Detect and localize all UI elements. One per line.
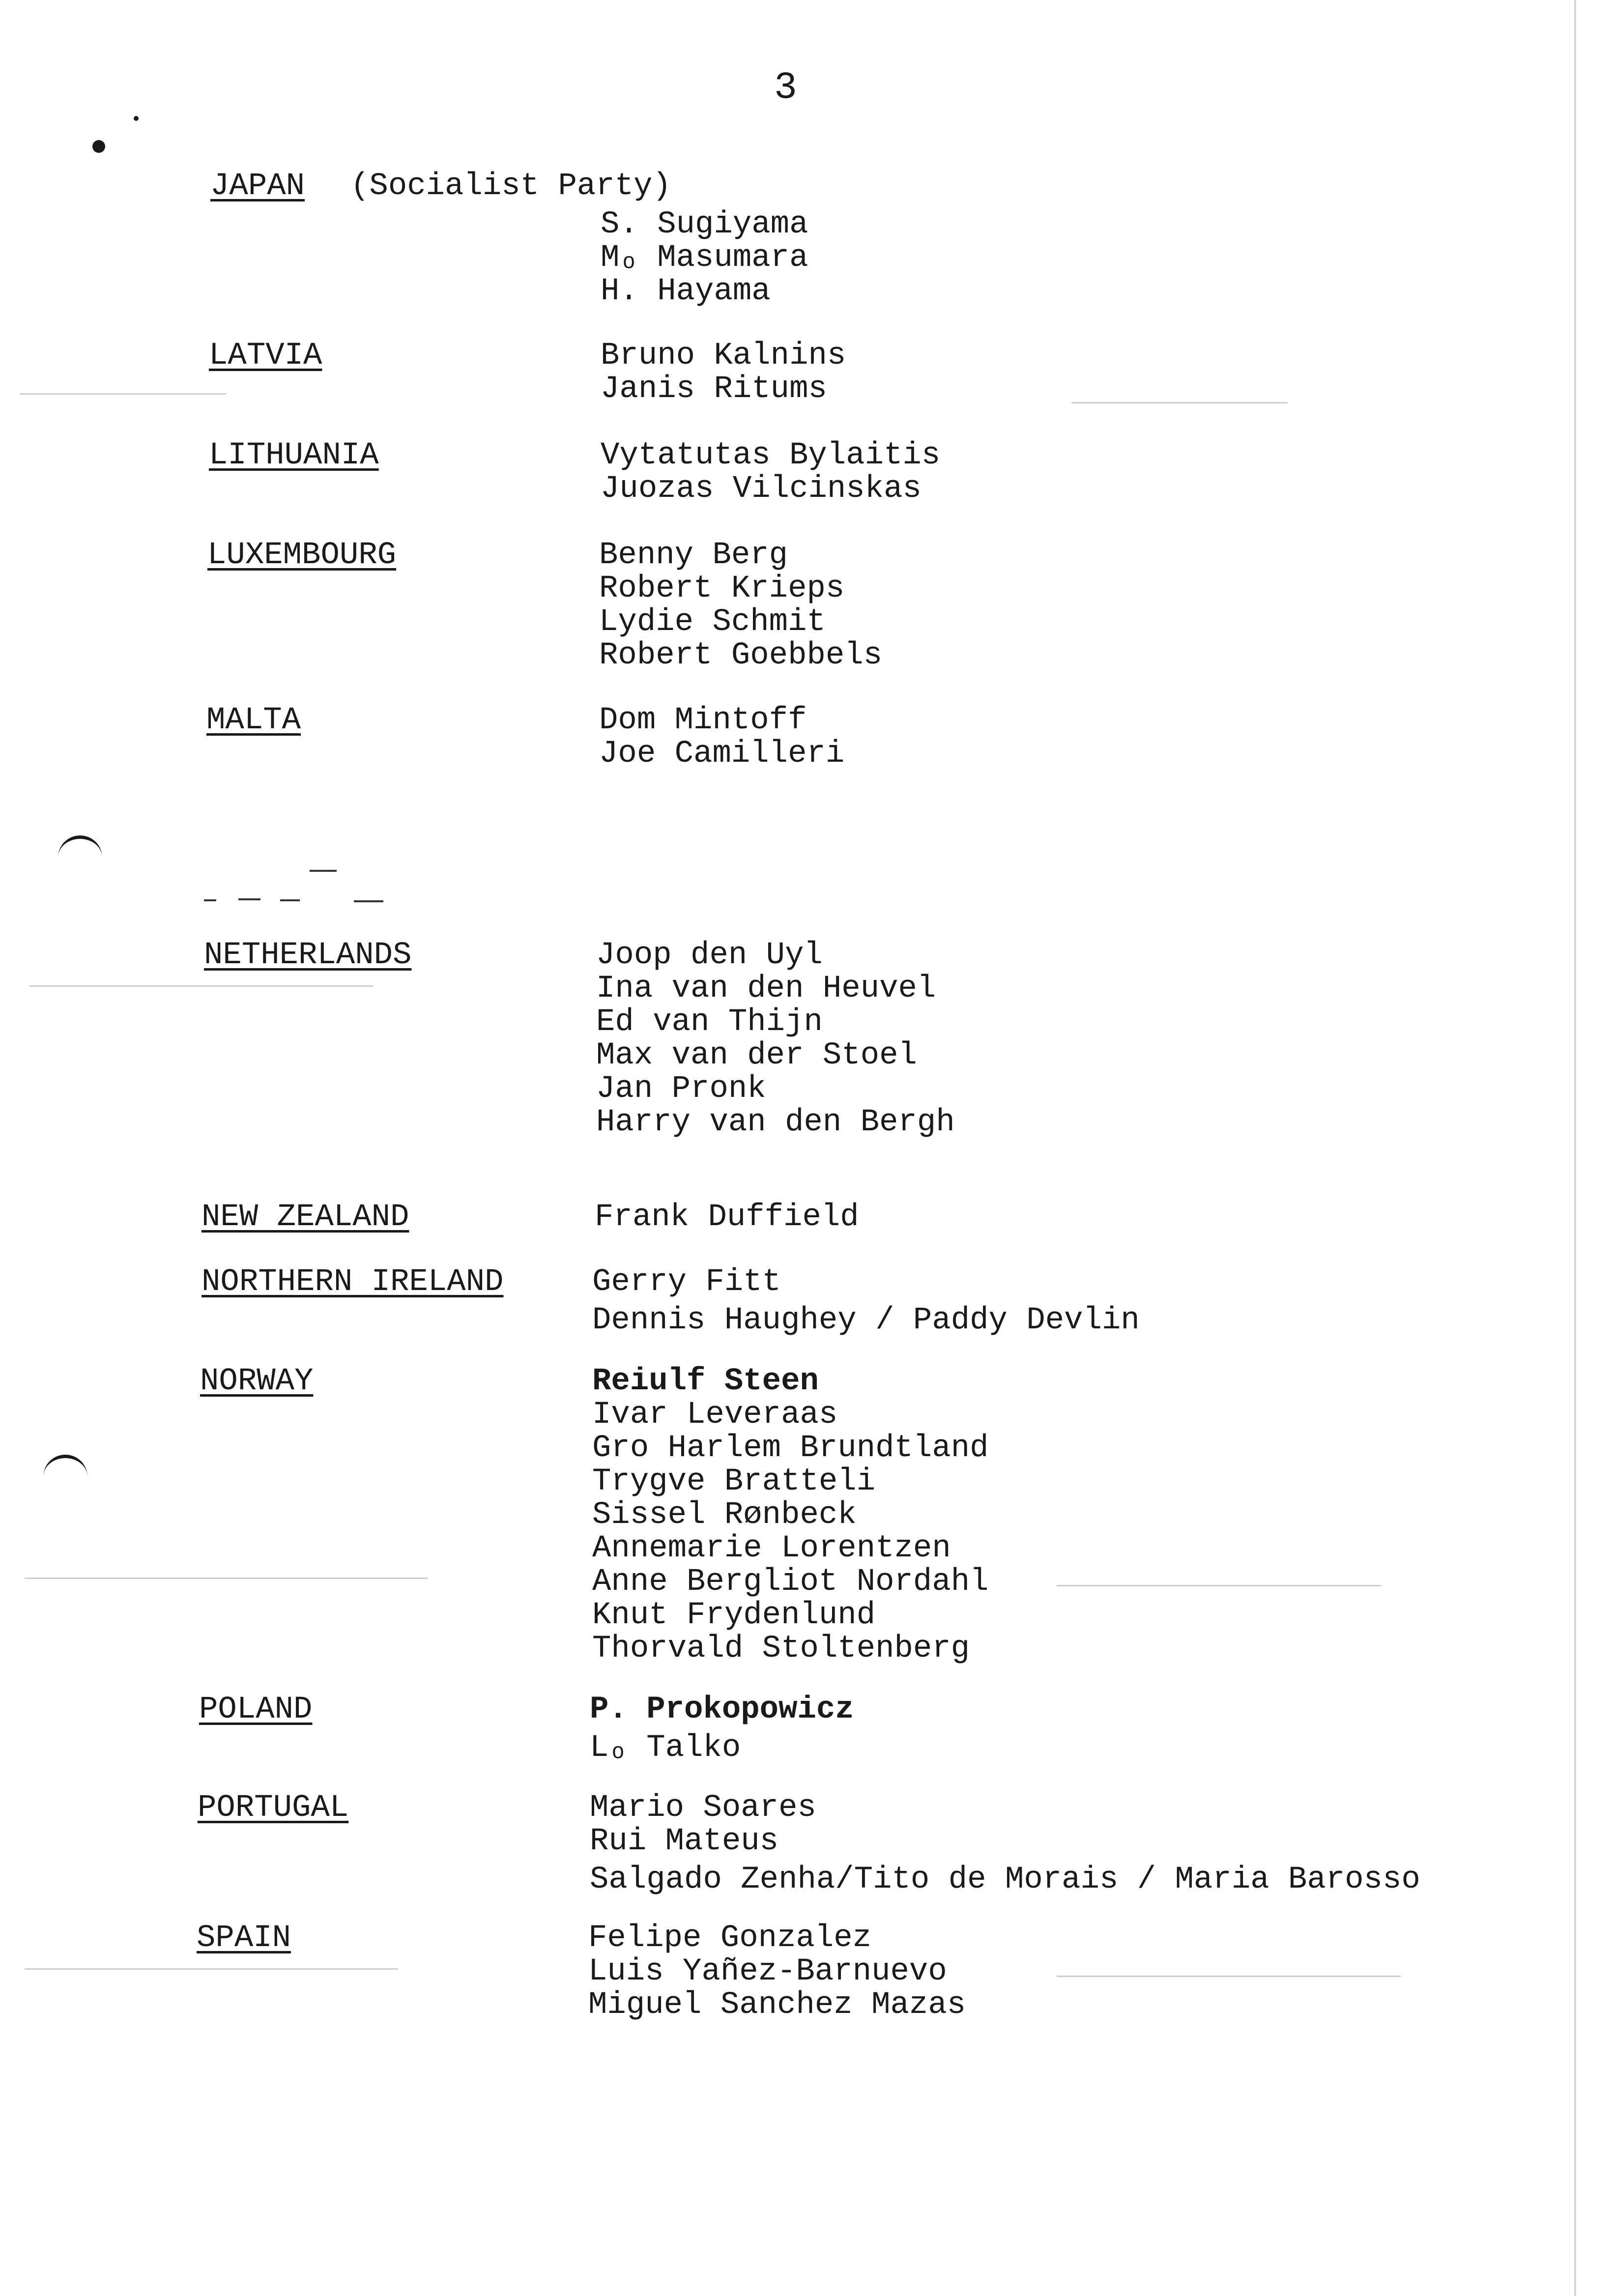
delegate-name: Juozas Vilcinskas bbox=[601, 471, 921, 507]
erased-line-dash bbox=[310, 870, 337, 872]
delegate-name: Ed van Thijn bbox=[596, 1004, 823, 1040]
delegate-name: Felipe Gonzalez bbox=[588, 1921, 872, 1956]
punch-hole-mark-bottom bbox=[43, 1455, 87, 1483]
delegate-list bbox=[588, 1922, 966, 2022]
delegate-name: Joop den Uyl bbox=[596, 938, 823, 973]
delegate-name: Robert Krieps bbox=[599, 571, 845, 606]
delegate-name: Lₒ Talko bbox=[590, 1730, 741, 1766]
ink-dot-small bbox=[134, 116, 139, 121]
erased-line-dash bbox=[238, 898, 260, 900]
country-heading: SPAIN bbox=[197, 1921, 291, 1956]
country-heading: NETHERLANDS bbox=[204, 938, 412, 973]
country-heading: MALTA bbox=[206, 703, 301, 738]
faint-smudge bbox=[25, 1968, 398, 1970]
delegate-list bbox=[590, 1791, 1420, 1896]
delegate-name: Gro Harlem Brundtland bbox=[592, 1431, 989, 1466]
country-heading: LITHUANIA bbox=[209, 438, 379, 473]
delegate-name: Trygve Bratteli bbox=[592, 1464, 876, 1499]
delegate-list bbox=[599, 704, 844, 771]
delegate-name: Salgado Zenha/Tito de Morais / Maria Barosso bbox=[590, 1862, 1420, 1897]
country-heading: JAPAN bbox=[210, 169, 305, 204]
country-heading: LUXEMBOURG bbox=[207, 538, 397, 573]
delegate-list bbox=[596, 939, 955, 1139]
delegate-name: Janis Ritums bbox=[601, 372, 827, 407]
delegate-name: Bruno Kalnins bbox=[601, 338, 846, 373]
delegate-name: Mₒ Masumara bbox=[601, 240, 808, 276]
country-heading: NORWAY bbox=[200, 1364, 314, 1399]
erased-line-dash bbox=[280, 899, 300, 901]
delegate-name: Rui Mateus bbox=[590, 1824, 779, 1859]
page-edge-line bbox=[1574, 0, 1576, 2296]
delegate-name: Ina van den Heuvel bbox=[596, 971, 936, 1006]
delegate-name: Thorvald Stoltenberg bbox=[592, 1631, 970, 1666]
delegate-name: Sissel Rønbeck bbox=[592, 1497, 857, 1533]
delegate-name: S. Sugiyama bbox=[601, 207, 808, 242]
ink-dot bbox=[92, 140, 105, 153]
punch-hole-mark-top bbox=[58, 835, 102, 863]
delegate-list bbox=[592, 1265, 1140, 1337]
delegate-list bbox=[601, 439, 940, 506]
delegate-name: Mario Soares bbox=[590, 1790, 816, 1826]
delegate-list bbox=[590, 1693, 854, 1765]
delegate-name: Ivar Leveraas bbox=[592, 1397, 838, 1433]
faint-smudge bbox=[1057, 1585, 1381, 1586]
faint-smudge bbox=[20, 393, 226, 395]
country-heading: POLAND bbox=[199, 1692, 313, 1727]
delegate-list bbox=[592, 1365, 989, 1665]
delegate-name: H. Hayama bbox=[601, 274, 771, 309]
delegate-name: Anne Bergliot Nordahl bbox=[592, 1564, 989, 1600]
page-number: 3 bbox=[774, 66, 797, 110]
delegate-name: Jan Pronk bbox=[596, 1071, 766, 1107]
delegate-name: Harry van den Bergh bbox=[596, 1105, 955, 1140]
delegate-name: P. Prokopowicz bbox=[590, 1692, 854, 1727]
country-heading: LATVIA bbox=[209, 338, 322, 373]
erased-line-dash bbox=[354, 900, 383, 902]
delegate-name: Reiulf Steen bbox=[592, 1364, 819, 1399]
delegate-name: Luis Yañez-Barnuevo bbox=[588, 1954, 947, 1989]
delegate-name: Frank Duffield bbox=[595, 1200, 859, 1235]
erased-line-dash bbox=[204, 899, 216, 901]
delegate-name: Annemarie Lorentzen bbox=[592, 1531, 951, 1566]
delegate-name: Dom Mintoff bbox=[599, 703, 807, 738]
delegate-name: Robert Goebbels bbox=[599, 638, 883, 673]
delegate-name: Knut Frydenlund bbox=[592, 1598, 876, 1633]
delegate-name: Benny Berg bbox=[599, 538, 788, 573]
faint-smudge bbox=[1057, 1976, 1401, 1977]
faint-smudge bbox=[29, 985, 374, 987]
delegate-name: Joe Camilleri bbox=[599, 736, 845, 772]
faint-smudge bbox=[1071, 402, 1288, 403]
faint-smudge bbox=[25, 1578, 428, 1579]
country-heading: NEW ZEALAND bbox=[202, 1200, 409, 1235]
delegate-name: Gerry Fitt bbox=[592, 1264, 781, 1300]
party-note: (Socialist Party) bbox=[350, 169, 671, 204]
delegate-name: Miguel Sanchez Mazas bbox=[588, 1987, 966, 2023]
delegate-name: Max van der Stoel bbox=[596, 1038, 917, 1073]
country-heading: PORTUGAL bbox=[198, 1790, 349, 1826]
delegate-name: Vytatutas Bylaitis bbox=[601, 438, 941, 473]
delegate-list bbox=[601, 339, 846, 406]
delegate-list bbox=[601, 208, 808, 308]
delegate-list bbox=[599, 539, 882, 672]
country-heading: NORTHERN IRELAND bbox=[202, 1264, 504, 1300]
delegate-list bbox=[595, 1201, 859, 1234]
delegate-name: Lydie Schmit bbox=[599, 604, 826, 640]
delegate-name: Dennis Haughey / Paddy Devlin bbox=[592, 1303, 1140, 1338]
